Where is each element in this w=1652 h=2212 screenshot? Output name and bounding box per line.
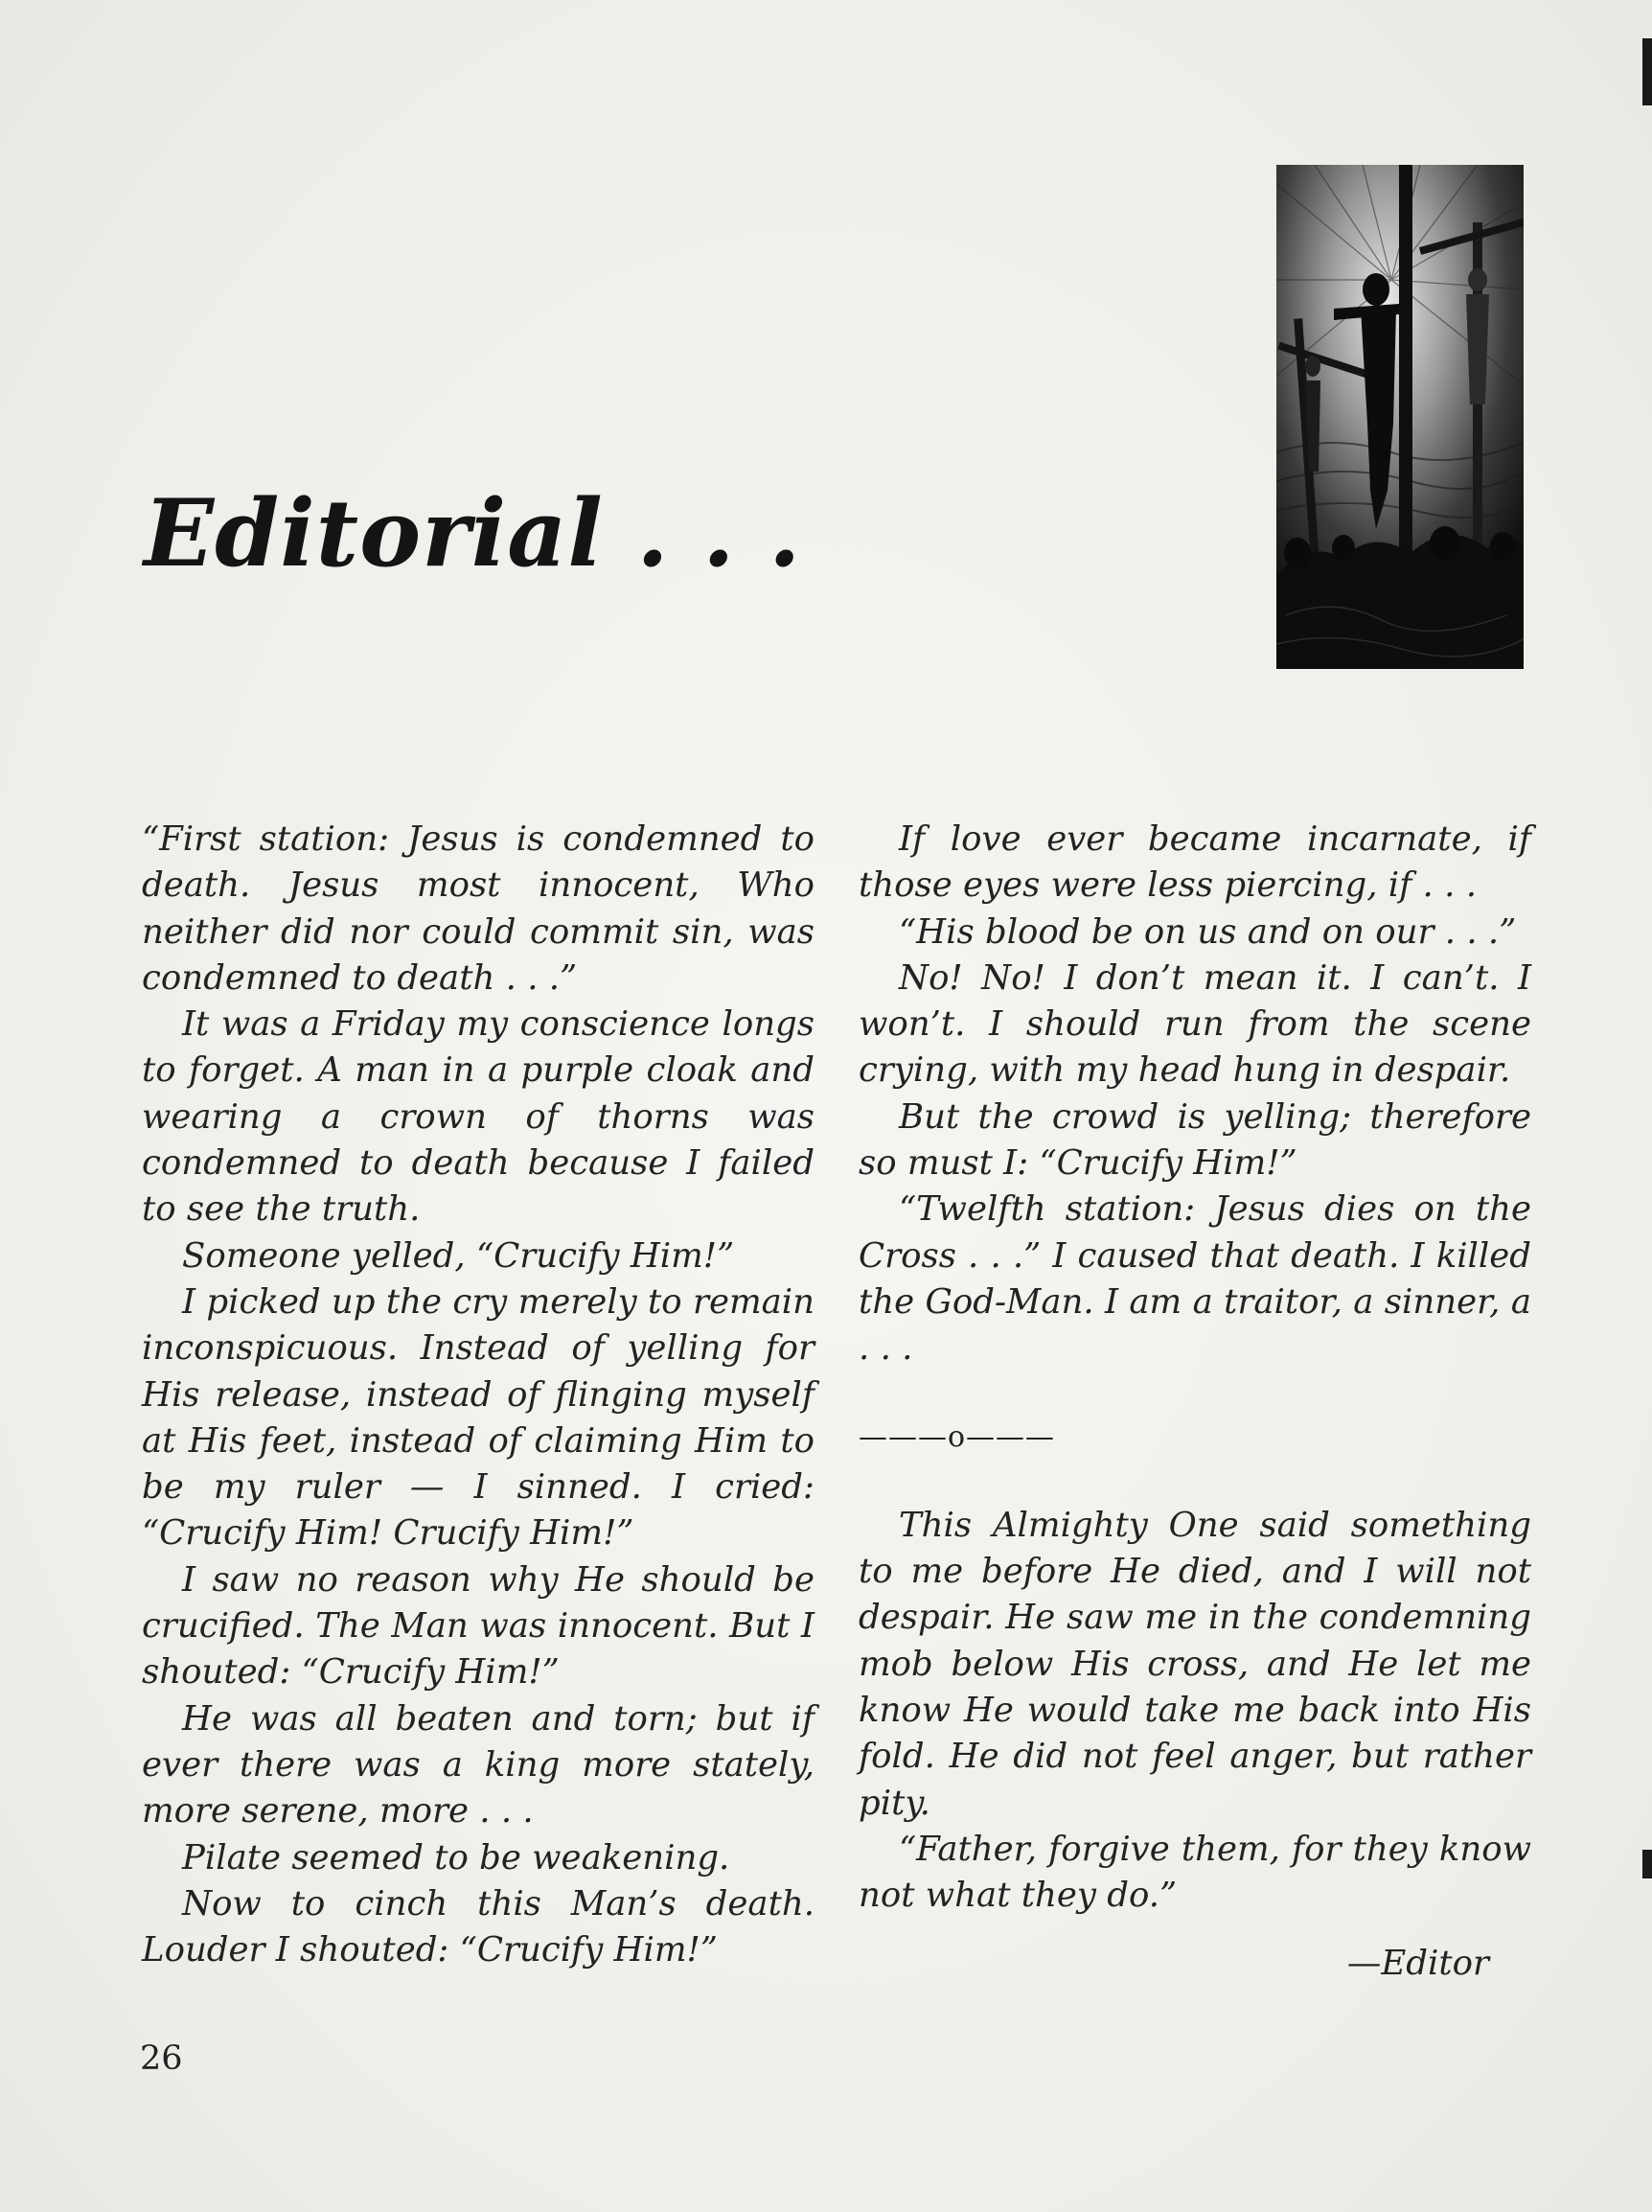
section-divider: ———o——— xyxy=(859,1419,1056,1454)
right-column xyxy=(859,817,1531,1987)
paragraph: This Almighty One said something to me before He died, and I will not despair. He saw me in the condemning mob below His cross, and He let me know He would take me back into His fold. He did not feel anger, but rather pity. xyxy=(859,1505,1531,1823)
paragraph: I picked up the cry merely to remain inconspicuous. Instead of yelling for His release, instead of flinging myself at His feet, instead of claiming Him to be my ruler — I sinned. I cried: “Crucify Him! Crucify Him!” xyxy=(142,1281,815,1554)
edge-shadow xyxy=(1642,38,1652,105)
paragraph: “Father, forgive them, for they know not what they do.” xyxy=(859,1829,1531,1916)
crucifixion-woodcut-icon xyxy=(1276,165,1524,669)
paragraph: Someone yelled, “Crucify Him!” xyxy=(182,1235,735,1276)
paragraph: He was all beaten and torn; but if ever there was a king more stately, more serene, more . . . xyxy=(142,1698,815,1832)
page-number: 26 xyxy=(140,2039,183,2078)
paragraph: “His blood be on us and on our . . .” xyxy=(899,911,1517,952)
editor-signoff: —Editor xyxy=(1346,1943,1489,1983)
paragraph: Now to cinch this Man’s death. Louder I shouted: “Crucify Him!” xyxy=(142,1883,815,1970)
paragraph: “First station: Jesus is condemned to death. Jesus most innocent, Who neither did nor could commit sin, was condemned to death . . .” xyxy=(142,819,815,998)
paragraph: Pilate seemed to be weakening. xyxy=(182,1837,730,1878)
paragraph: “Twelfth station: Jesus dies on the Cross . . .” I caused that death. I killed the God-Man. I am a traitor, a sinner, a . . . xyxy=(859,1189,1531,1369)
paragraph: I saw no reason why He should be crucified. The Man was innocent. But I shouted: “Crucify Him!” xyxy=(142,1559,815,1693)
paragraph: It was a Friday my conscience longs to forget. A man in a purple cloak and wearing a crown of thorns was condemned to death because I failed to see the truth. xyxy=(142,1004,815,1230)
page-title: Editorial . . . xyxy=(144,479,802,588)
paragraph: No! No! I don’t mean it. I can’t. I won’t. I should run from the scene crying, with my head hung in despair. xyxy=(859,957,1531,1091)
edge-shadow xyxy=(1642,1850,1652,1878)
left-column xyxy=(142,817,815,1973)
paragraph: If love ever became incarnate, if those eyes were less piercing, if . . . xyxy=(859,819,1531,906)
paragraph: But the crowd is yelling; therefore so must I: “Crucify Him!” xyxy=(859,1096,1531,1184)
